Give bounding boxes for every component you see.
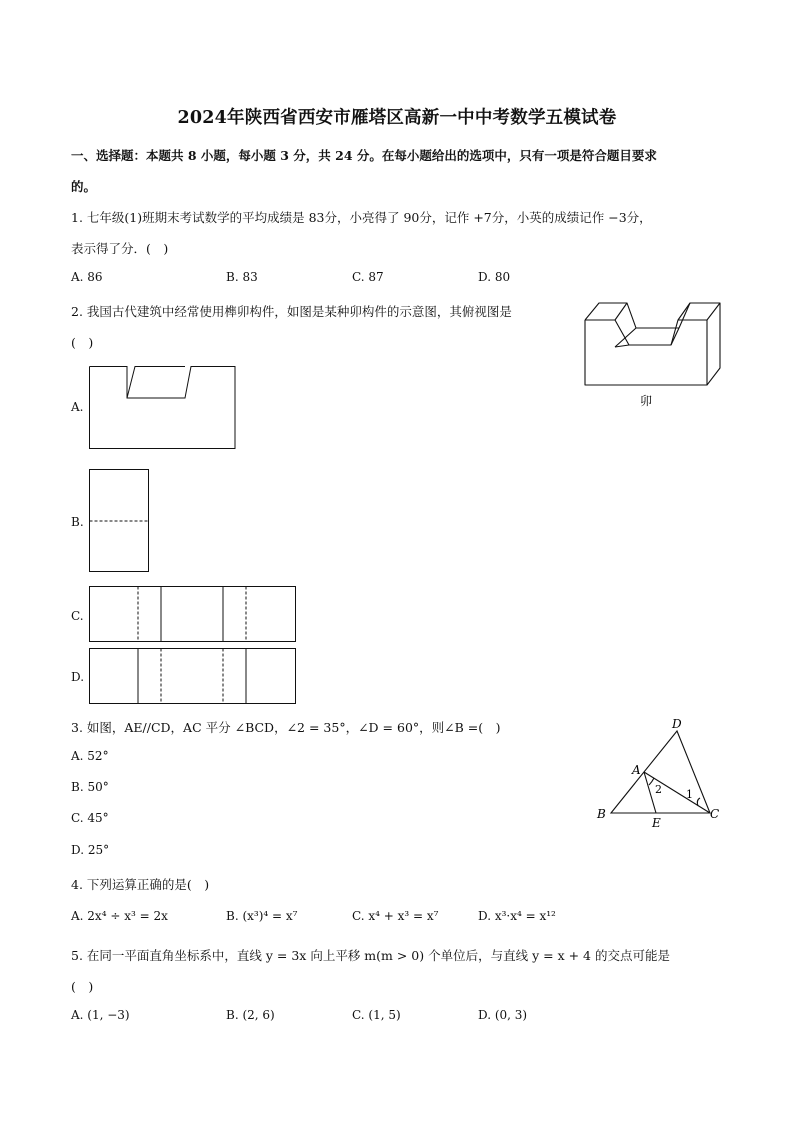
question-2-option-c-label: C.: [71, 609, 84, 623]
question-3-line1: 3. 如图，AE//CD，AC 平分 ∠BCD，∠2 = 35°，∠D = 60°，则∠B =( ): [71, 720, 501, 735]
question-3-option-b: B. 50°: [71, 780, 109, 794]
angle-1-label: 1: [686, 788, 693, 801]
question-1-option-b: B. 83: [226, 270, 258, 284]
option-a-top-view-figure: [89, 366, 236, 449]
question-4-option-d: D. x³·x⁴ = x¹²: [478, 909, 556, 923]
point-d-label: D: [672, 717, 682, 731]
question-5-option-b: B. (2, 6): [226, 1008, 275, 1022]
section-heading-line2: 的。: [71, 179, 97, 194]
question-3-option-d: D. 25°: [71, 843, 110, 857]
question-2-line2: ( ): [71, 335, 94, 350]
question-4-option-a: A. 2x⁴ ÷ x³ = 2x: [71, 909, 168, 923]
point-c-label: C: [710, 807, 720, 821]
question-5-line1: 5. 在同一平面直角坐标系中，直线 y = 3x 向上平移 m(m > 0) 个单位后，与直线 y = x + 4 的交点可能是: [71, 948, 670, 963]
question-2-line1: 2. 我国古代建筑中经常使用榫卯构件，如图是某种卯构件的示意图，其俯视图是: [71, 304, 512, 319]
section-heading-line1: 一、选择题：本题共 8 小题，每小题 3 分，共 24 分。在每小题给出的选项中，只有一项是符合题目要求: [71, 148, 657, 163]
point-a-label: A: [632, 763, 641, 777]
mortise-caption: 卯: [640, 394, 653, 408]
question-1-line1: 1. 七年级(1)班期末考试数学的平均成绩是 83分，小亮得了 90分，记作 +7分，小英的成绩记作 −3分，: [71, 210, 652, 225]
question-2-option-b-label: B.: [71, 515, 84, 529]
question-2-option-a-label: A.: [71, 400, 84, 414]
question-1-option-d: D. 80: [478, 270, 511, 284]
question-4-option-c: C. x⁴ + x³ = x⁷: [352, 909, 439, 923]
angle-2-label: 2: [655, 783, 662, 796]
option-d-top-view-figure: [89, 648, 297, 705]
question-4-option-b: B. (x³)⁴ = x⁷: [226, 909, 298, 923]
question-3-option-c: C. 45°: [71, 811, 109, 825]
mortise-3d-figure: [580, 298, 725, 413]
question-5-option-c: C. (1, 5): [352, 1008, 401, 1022]
question-1-option-a: A. 86: [71, 270, 103, 284]
exam-title: 2024年陕西省西安市雁塔区高新一中中考数学五模试卷: [177, 108, 617, 128]
question-3-option-a: A. 52°: [71, 749, 109, 763]
question-5-option-a: A. (1, −3): [71, 1008, 130, 1022]
question-5-line2: ( ): [71, 979, 94, 994]
question-4-line1: 4. 下列运算正确的是( ): [71, 877, 210, 892]
question-2-option-d-label: D.: [71, 670, 85, 684]
point-e-label: E: [652, 816, 661, 830]
question-5-option-d: D. (0, 3): [478, 1008, 528, 1022]
question-1-line2: 表示得了分．( ): [71, 241, 169, 256]
option-b-top-view-figure: [89, 469, 150, 573]
triangle-figure: [594, 712, 724, 832]
option-c-top-view-figure: [89, 586, 297, 643]
point-b-label: B: [597, 807, 606, 821]
question-1-option-c: C. 87: [352, 270, 384, 284]
